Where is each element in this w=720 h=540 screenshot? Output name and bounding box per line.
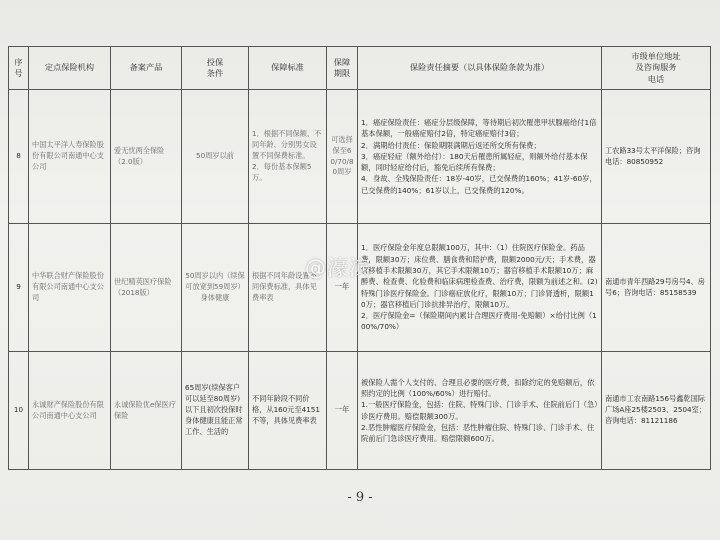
header-contact: 市级单位地址 及咨询服务 电话 — [602, 47, 711, 90]
row-condition: 65周岁(续保客户可以延至80周岁)以下且初次投保时身体健康且能正常工作、生活的 — [182, 352, 249, 470]
row-org: 中国太平洋人寿保险股份有限公司南通中心支公司 — [29, 90, 111, 224]
row-condition: 50周岁以内（续保可放宽到59周岁）身体健康 — [182, 224, 249, 352]
row-responsibility: 被保险人需个人支付的、合理且必要的医疗费，扣除约定的免赔额后，依照约定的比例（100%/60%）进行赔付。 1.一般医疗保险金，包括：住院、特殊门诊、门诊手术、住院前后门（急）诊医疗费用。赔偿限额300万。 2.恶性肿瘤医疗保险金，包括：恶性肿瘤住院、特殊门诊、门诊手术、住院前后门急诊医疗费用。赔偿限额600万。 — [358, 352, 602, 470]
row-standard: 不同年龄段不同价格，从160元至4151不等，具体见费率表 — [249, 352, 327, 470]
row-index: 8 — [9, 90, 29, 224]
header-index: 序号 — [9, 47, 29, 90]
row-org: 永诚财产保险股份有限公司南通中心支公司 — [29, 352, 111, 470]
header-product: 备案产品 — [111, 47, 182, 90]
table-row — [9, 352, 711, 470]
header-standard: 保障标准 — [249, 47, 327, 90]
row-period: 一年 — [327, 224, 358, 352]
watermark: @濠滨 — [305, 256, 371, 280]
header-responsibility: 保险责任摘要（以具体保险条款为准） — [358, 47, 602, 90]
row-standard: 根据不同年龄设置不同保费标准，具体见费率表 — [249, 224, 327, 352]
header-condition: 投保 条件 — [182, 47, 249, 90]
row-contact: 南通市青年西路29号房号4、房号6；咨询电话：85158539 — [602, 224, 711, 352]
row-responsibility: 1．医疗保险金年度总限额100万，其中：（1）住院医疗保险金。药品费，限额30万；床位费、膳食费和陪护费，限额2000元/天；手术费，器官移植手术限额30万，其它手术限额10万；器官移植手术限额10万；麻醉费、检查费、化验费和临床病理检查费、治疗费，限额为前述之和。(2)特殊门诊医疗保险金。门诊癌症放化疗，限额10万；门诊肾透析，限额10万；器官移植后门诊抗排异治疗，限额10万。 2．医疗保险金=（保险期间内累计合理医疗费用-免赔额）×给付比例（100%/70%） — [358, 224, 602, 352]
row-contact: 南通市工农南路156号鑫乾国际广场A座25楼2503、2504室；咨询电话：81121186 — [602, 352, 711, 470]
page-number: - 9 - — [347, 490, 373, 505]
row-index: 9 — [9, 224, 29, 352]
row-condition: 50周岁以前 — [182, 90, 249, 224]
table-row — [9, 224, 711, 352]
header-org: 定点保险机构 — [29, 47, 111, 90]
row-org: 中华联合财产保险股份有限公司南通中心支公司 — [29, 224, 111, 352]
row-responsibility: 1．癌症保险责任：癌症分层级保障，等待期后初次罹患甲状腺癌给付1倍基本保额，一般癌症赔付2倍，特定癌症赔付3倍； 2．满期给付责任：保险期限满期后返还所交所有保费； 3．癌症轻症（额外给付）：180天后罹患所属轻症，则额外给付基本保额，同时轻症给付后，豁免后续所有保费； 4．身故、全残保险责任：18岁-40岁，已交保费的160%；41岁-60岁，已交保费的140%；61岁以上，已交保费的120%。 — [358, 90, 602, 224]
row-product: 永诚保险优e保医疗保险 — [111, 352, 182, 470]
header-period: 保障 期限 — [327, 47, 358, 90]
row-contact: 工农路33号太平洋保险；咨询电话：80850952 — [602, 90, 711, 224]
row-standard: 1．根据不同保额、不同年龄、分别男女设置不同保费标准。 2．每份基本保额5万。 — [249, 90, 327, 224]
row-period: 一年 — [327, 352, 358, 470]
row-product: 世纪精英医疗保险（2018版） — [111, 224, 182, 352]
row-index: 10 — [9, 352, 29, 470]
row-product: 爱无忧两全保险（2.0版） — [111, 90, 182, 224]
table-row — [9, 90, 711, 224]
row-period: 可选择保至60/70/80周岁 — [327, 90, 358, 224]
table-header-row — [9, 47, 711, 90]
